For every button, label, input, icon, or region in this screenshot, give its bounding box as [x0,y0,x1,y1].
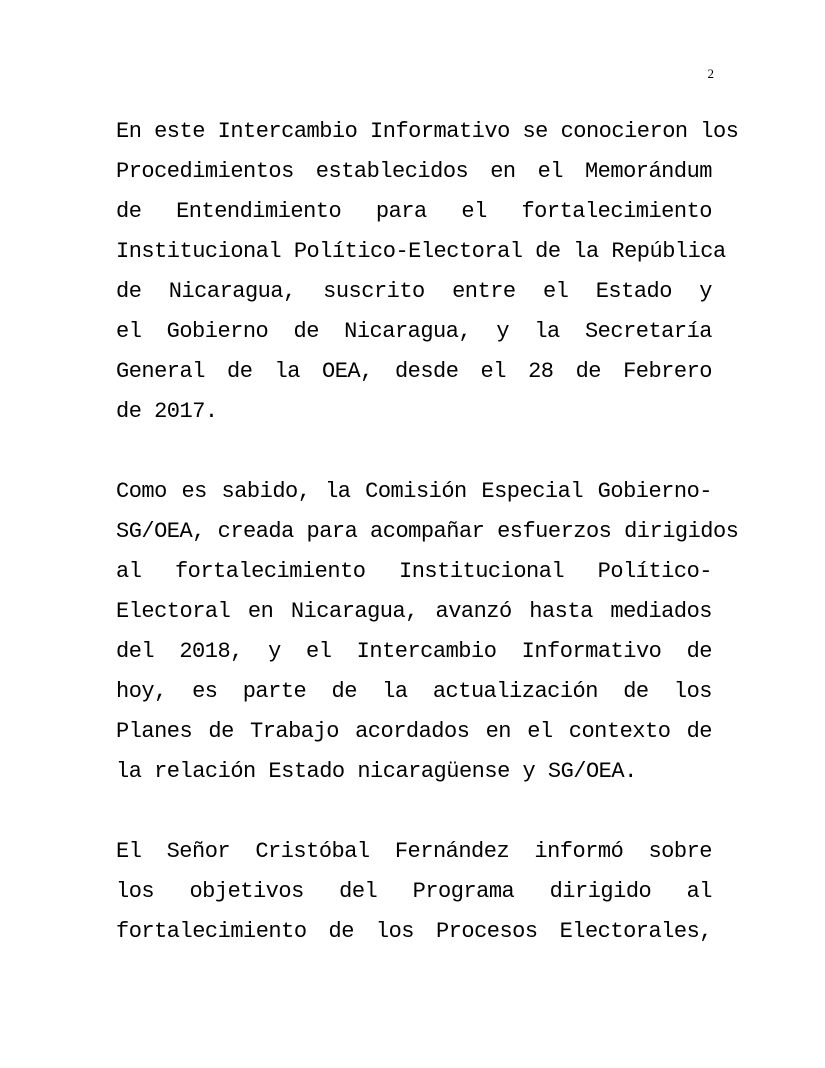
text-line: el Gobierno de Nicaragua, y la Secretaría [116,319,712,344]
text-line: de 2017. [116,399,218,424]
text-line: General de la OEA, desde el 28 de Febrero [116,359,712,384]
text-line: En este Intercambio Informativo se conocieron los [116,119,739,144]
paragraph-fernandez [116,832,712,952]
text-line: Institucional Político-Electoral de la República [116,239,726,264]
text-line: fortalecimiento de los Procesos Electorales, [116,919,712,944]
text-line: El Señor Cristóbal Fernández informó sobre [116,839,712,864]
text-line: SG/OEA, creada para acompañar esfuerzos dirigidos [116,519,739,544]
text-line: hoy, es parte de la actualización de los [116,679,712,704]
paragraph-comision [116,472,739,792]
text-line: del 2018, y el Intercambio Informativo de [116,639,712,664]
document-body [116,112,739,992]
text-line: al fortalecimiento Institucional Político- [116,559,712,584]
text-line: los objetivos del Programa dirigido al [116,879,712,904]
page-number: 2 [707,66,714,81]
text-line: de Entendimiento para el fortalecimiento [116,199,712,224]
text-line: Planes de Trabajo acordados en el contexto de [116,719,712,744]
text-line: Electoral en Nicaragua, avanzó hasta mediados [116,599,712,624]
text-line: Procedimientos establecidos en el Memorándum [116,159,712,184]
text-line: la relación Estado nicaragüense y SG/OEA. [116,759,637,784]
paragraph-intercambio [116,112,739,432]
text-line: de Nicaragua, suscrito entre el Estado y [116,279,712,304]
text-line: Como es sabido, la Comisión Especial Gobierno- [116,479,712,504]
